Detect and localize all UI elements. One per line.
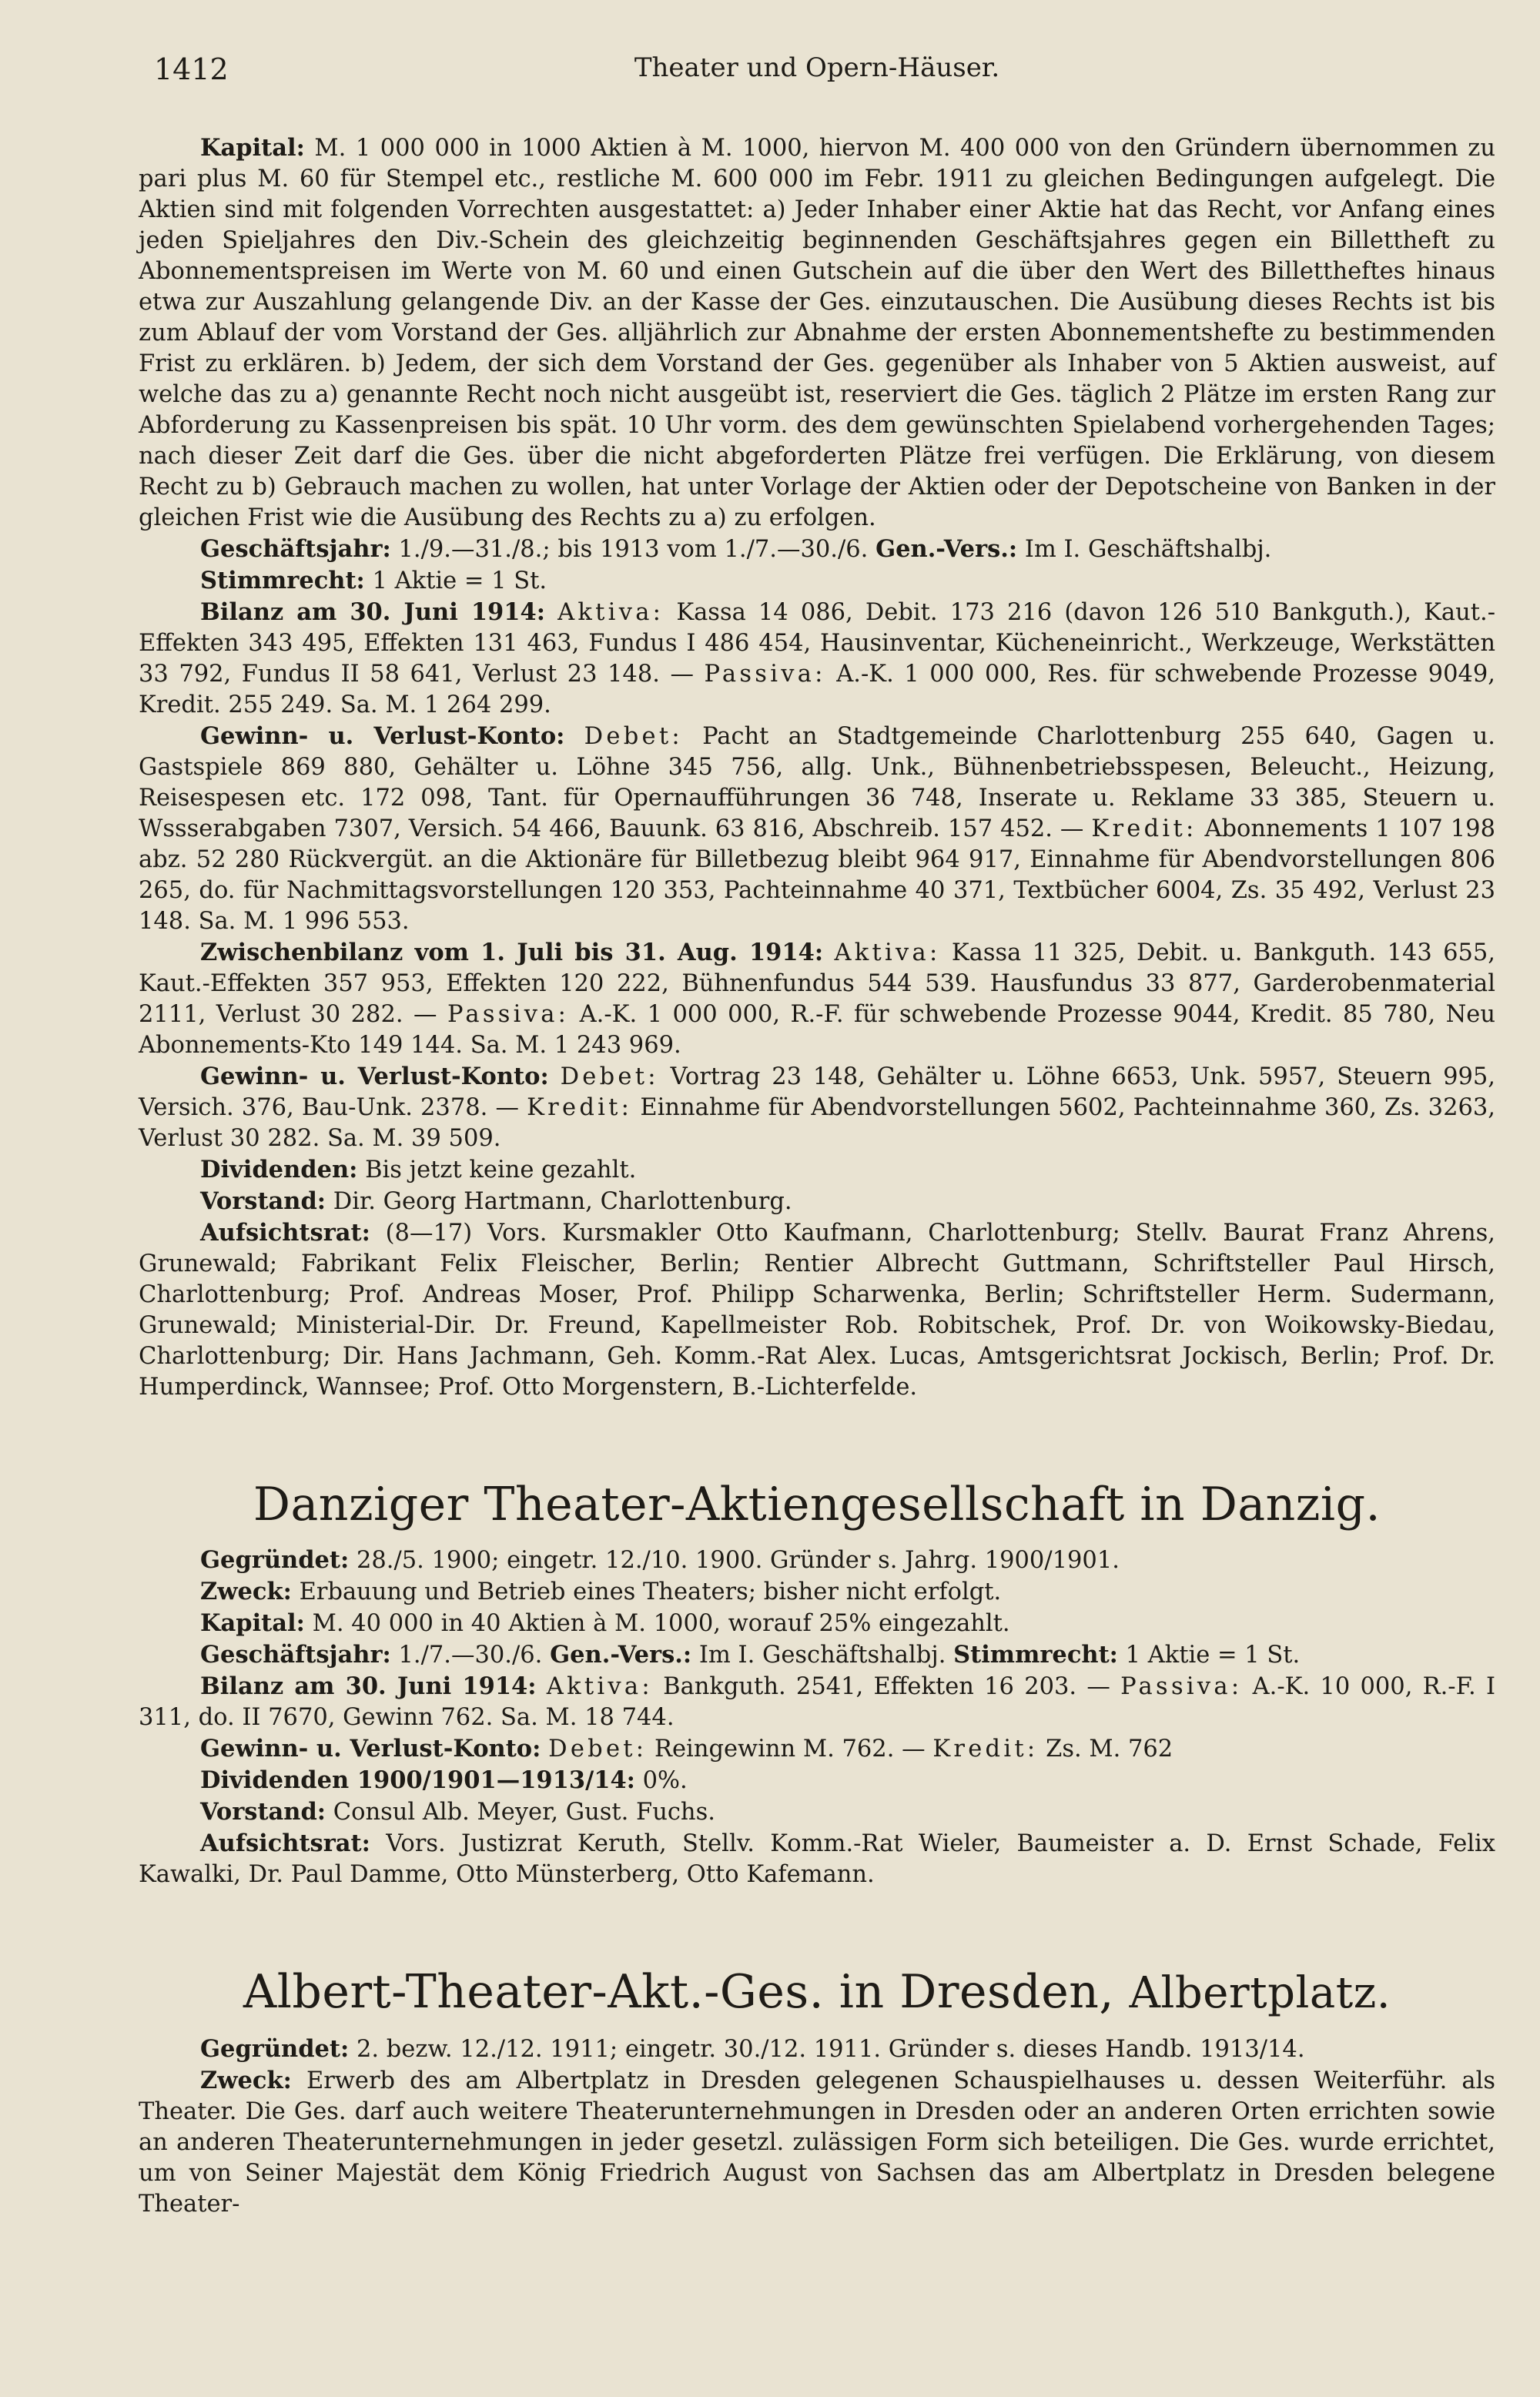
vorstand-paragraph [139, 1186, 1495, 1217]
stimmrecht-paragraph [139, 565, 1495, 597]
aufsichtsrat-paragraph [139, 1217, 1495, 1403]
guv2-debet-text: Vortrag 23 148, Gehälter u. Löhne 6653, Unk. 5957, Steuern 995, Versich. 376, Bau-Unk. 2378. — [139, 1063, 1495, 1121]
stimmrecht-label: Stimmrecht: [200, 567, 365, 594]
dresden-gegruendet [139, 2034, 1495, 2065]
kapital-paragraph [139, 132, 1495, 534]
debet-label: Debet: [584, 723, 683, 750]
kredit-label: Kredit: [1091, 815, 1197, 842]
gen-vers-text: Im I. Geschäftshalbj. [1024, 536, 1272, 563]
aufsichtsrat-label: Aufsichtsrat: [200, 1219, 370, 1247]
zb-aktiva-text: Kassa 11 325, Debit. u. Bankguth. 143 655, Kaut.-Effekten 357 953, Effekten 120 222, Bühnenfundus 544 539. Hausfundus 33 877, Garderobenmaterial 2111, Verlust 30 282. — [139, 939, 1495, 1028]
zb-aktiva-label: Aktiva: [834, 939, 941, 966]
danzig-debet-label: Debet: [548, 1736, 648, 1763]
aktiva-label: Aktiva: [557, 599, 665, 626]
guv-label: Gewinn- u. Verlust-Konto: [200, 722, 565, 750]
danzig-vorstand [139, 1796, 1495, 1828]
entry-danzig [139, 1545, 1495, 1890]
dresden-gegruendet-text: 2. bezw. 12./12. 1911; eingetr. 30./12. 1911. Gründer s. dieses Handb. 1913/14. [356, 2036, 1305, 2063]
company-title-dresden [139, 1964, 1495, 2021]
dresden-zweck-label: Zweck: [200, 2067, 292, 2094]
danzig-aufsichtsrat-label: Aufsichtsrat: [200, 1830, 370, 1857]
guv2-label: Gewinn- u. Verlust-Konto: [200, 1063, 549, 1090]
danzig-gj-text: 1./7.—30./6. [398, 1642, 543, 1669]
company-title-danzig: Danziger Theater-Aktiengesellschaft in Danzig. [253, 1478, 1381, 1532]
kapital-text: M. 1 000 000 in 1000 Aktien à M. 1000, hiervon M. 400 000 von den Gründern übernommen zu pari plus M. 60 für Stempel etc., restliche M. 600 000 im Febr. 1911 zu gleichen Bedingungen aufgelegt. Die Aktien sind mit folgenden Vorrechten ausgestattet: a) Jeder Inhaber einer Aktie hat das Recht, vor Anfang eines jeden Spieljahres den Div.-Schein des gleichzeitig beginnenden Geschäftsjahres gegen ein Billettheft zu Abonnementspreisen im Werte von M. 60 und einen Gutschein auf die über den Wert des Billettheftes hinaus etwa zur Auszahlung gelangende Div. an der Kasse der Ges. einzutauschen. Die Ausübung dieses Rechts ist bis zum Ablauf der vom Vorstand der Ges. alljährlich zur Abnahme der ersten Abonnementshefte zu bestimmenden Frist zu erklären. b) Jedem, der sich dem Vorstand der Ges. gegenüber als Inhaber von 5 Aktien ausweist, auf welche das zu a) genannte Recht noch nicht ausgeübt ist, reserviert die Ges. täglich 2 Plätze im ersten Rang zur Abforderung zu Kassenpreisen bis spät. 10 Uhr vorm. des dem gewünschten Spielabend vorhergehenden Tages; nach dieser Zeit darf die Ges. über die nicht abgeforderten Plätze frei verfügen. Die Erklärung, von diesem Recht zu b) Gebrauch machen zu wollen, hat unter Vorlage der Aktien oder der Depotscheine von Banken in der gleichen Frist wie die Ausübung des Rechts zu a) zu erfolgen. [139, 135, 1496, 531]
zb-passiva-text: A.-K. 1 000 000, R.-F. für schwebende Prozesse 9044, Kredit. 85 780, Neu Abonnements-Kto 149 144. Sa. M. 1 243 969. [139, 1001, 1495, 1059]
danzig-zweck [139, 1576, 1495, 1608]
vorstand-label: Vorstand: [200, 1187, 326, 1215]
passiva-text: A.-K. 1 000 000, Res. für schwebende Prozesse 9049, Kredit. 255 249. Sa. M. 1 264 299. [139, 661, 1495, 718]
geschaeftsjahr-paragraph [139, 534, 1495, 565]
bilanz-paragraph [139, 597, 1495, 721]
running-title: Theater und Opern-Häuser. [634, 52, 1000, 83]
zb-passiva-label: Passiva: [447, 1001, 570, 1028]
bilanz-label: Bilanz am 30. Juni 1914: [200, 598, 545, 626]
danzig-stimm-label: Stimmrecht: [953, 1641, 1118, 1669]
danzig-gen-text: Im I. Geschäftshalbj. [698, 1642, 946, 1669]
danzig-aufsichtsrat [139, 1828, 1495, 1890]
dresden-gegruendet-label: Gegründet: [200, 2035, 350, 2063]
gen-vers-label: Gen.-Vers.: [875, 535, 1018, 563]
danzig-guv-label: Gewinn- u. Verlust-Konto: [200, 1735, 541, 1763]
dresden-title-name: Albert-Theater-Akt.-Ges. in Dresden, [243, 1965, 1114, 2019]
danzig-passiva-text: A.-K. 10 000, R.-F. I 311, do. II 7670, Gewinn 762. Sa. M. 18 744. [139, 1673, 1496, 1731]
danzig-vorstand-text: Consul Alb. Meyer, Gust. Fuchs. [333, 1799, 715, 1826]
dresden-title-location: Albertplatz. [1129, 1968, 1391, 2018]
guv2-kredit-label: Kredit: [527, 1094, 633, 1121]
danzig-bilanz-label: Bilanz am 30. Juni 1914: [200, 1672, 537, 1700]
entry-dresden [139, 2034, 1495, 2220]
guv-paragraph [139, 721, 1495, 937]
danzig-kapital [139, 1608, 1495, 1639]
dresden-zweck-text: Erwerb des am Albertplatz in Dresden gelegenen Schauspielhauses u. dessen Weiterführ. als Theater. Die Ges. darf auch weitere Theaterunternehmungen in Dresden oder an anderen Orten errichten sowie an anderen Theaterunternehmungen in jeder gesetzl. zulässigen Form sich beteiligen. Die Ges. wurde errichtet, um von Seiner Majestät dem König Friedrich August von Sachsen das am Albertplatz in Dresden belegene Theater- [139, 2067, 1495, 2218]
danzig-vorstand-label: Vorstand: [200, 1798, 326, 1826]
danzig-bilanz [139, 1671, 1495, 1733]
danzig-kredit-text: Zs. M. 762 [1046, 1736, 1173, 1763]
geschaeftsjahr-text: 1./9.—31./8.; bis 1913 vom 1./7.—30./6. [398, 536, 869, 563]
danzig-kredit-label: Kredit: [932, 1736, 1039, 1763]
zwischenbilanz-paragraph [139, 937, 1495, 1061]
danzig-guv [139, 1733, 1495, 1765]
aktiva-text: Kassa 14 086, Debit. 173 216 (davon 126 510 Bankguth.), Kaut.-Effekten 343 495, Effekten 131 463, Fundus I 486 454, Hausinventar, Kücheneinricht., Werkzeuge, Werkstätten 33 792, Fundus II 58 641, Verlust 23 148. — [139, 599, 1496, 688]
page-number: 1412 [154, 52, 229, 86]
debet-text: Pacht an Stadtgemeinde Charlottenburg 255 640, Gagen u. Gastspiele 869 880, Gehälter u. Löhne 345 756, allg. Unk., Bühnenbetriebsspesen, Beleucht., Heizung, Reisespesen etc. 172 098, Tant. für Opernaufführungen 36 748, Inserate u. Reklame 33 385, Steuern u. Wssserabgaben 7307, Versich. 54 466, Bauunk. 63 816, Abschreib. 157 452. — [139, 723, 1495, 842]
dividenden-label: Dividenden: [200, 1156, 358, 1183]
dividenden-paragraph [139, 1154, 1495, 1186]
danzig-kapital-label: Kapital: [200, 1609, 305, 1637]
danzig-stimm-text: 1 Aktie = 1 St. [1125, 1642, 1301, 1669]
danzig-zweck-label: Zweck: [200, 1578, 292, 1605]
dresden-zweck [139, 2065, 1495, 2220]
danzig-aufsichtsrat-text: Vors. Justizrat Keruth, Stellv. Komm.-Rat Wieler, Baumeister a. D. Ernst Schade, Felix Kawalki, Dr. Paul Damme, Otto Münsterberg, Otto Kafemann. [139, 1830, 1495, 1888]
danzig-aktiva-label: Aktiva: [546, 1673, 653, 1700]
vorstand-text: Dir. Georg Hartmann, Charlottenburg. [333, 1188, 792, 1215]
kredit-text: Abonnements 1 107 198 abz. 52 280 Rückvergüt. an die Aktionäre für Billetbezug bleibt 964 917, Einnahme für Abendvorstellungen 806 265, do. für Nachmittagsvorstellungen 120 353, Pachteinnahme 40 371, Textbücher 6004, Zs. 35 492, Verlust 23 148. Sa. M. 1 996 553. [139, 815, 1495, 935]
guv2-debet-label: Debet: [560, 1063, 659, 1090]
danzig-gegruendet-text: 28./5. 1900; eingetr. 12./10. 1900. Gründer s. Jahrg. 1900/1901. [356, 1547, 1120, 1574]
running-head [139, 46, 1495, 92]
dividenden-text: Bis jetzt keine gezahlt. [365, 1157, 637, 1183]
danzig-zweck-text: Erbauung und Betrieb eines Theaters; bisher nicht erfolgt. [299, 1578, 1002, 1605]
guv2-paragraph [139, 1061, 1495, 1154]
danzig-dividenden [139, 1765, 1495, 1796]
kapital-label: Kapital: [200, 134, 305, 162]
aufsichtsrat-text: (8—17) Vors. Kursmakler Otto Kaufmann, Charlottenburg; Stellv. Baurat Franz Ahrens, Grunewald; Fabrikant Felix Fleischer, Berlin; Rentier Albrecht Guttmann, Schriftsteller Paul Hirsch, Charlottenburg; Prof. Andreas Moser, Prof. Philipp Scharwenka, Berlin; Schriftsteller Herm. Sudermann, Grunewald; Ministerial-Dir. Dr. Freund, Kapellmeister Rob. Robitschek, Prof. Dr. von Woikowsky-Biedau, Charlottenburg; Dir. Hans Jachmann, Geh. Komm.-Rat Alex. Lucas, Amtsgerichtsrat Jockisch, Berlin; Prof. Dr. Humperdinck, Wannsee; Prof. Otto Morgenstern, B.-Lichterfelde. [139, 1220, 1495, 1401]
danzig-gj-label: Geschäftsjahr: [200, 1641, 391, 1669]
zwischenbilanz-label: Zwischenbilanz vom 1. Juli bis 31. Aug. 1914: [200, 939, 824, 966]
danzig-debet-text: Reingewinn M. 762. — [654, 1736, 926, 1763]
danzig-kapital-text: M. 40 000 in 40 Aktien à M. 1000, worauf 25% eingezahlt. [312, 1610, 1010, 1637]
stimmrecht-text: 1 Aktie = 1 St. [372, 567, 547, 594]
danzig-gen-label: Gen.-Vers.: [550, 1641, 692, 1669]
danzig-gegruendet-label: Gegründet: [200, 1546, 350, 1574]
guv2-kredit-text: Einnahme für Abendvorstellungen 5602, Pachteinnahme 360, Zs. 3263, Verlust 30 282. Sa. M. 39 509. [139, 1094, 1495, 1152]
danzig-aktiva-text: Bankguth. 2541, Effekten 16 203. — [663, 1673, 1110, 1700]
entry-continued [139, 132, 1495, 1403]
geschaeftsjahr-label: Geschäftsjahr: [200, 535, 391, 563]
danzig-passiva-label: Passiva: [1120, 1673, 1243, 1700]
passiva-label: Passiva: [704, 661, 826, 688]
danzig-dividenden-text: 0%. [642, 1767, 688, 1794]
danzig-dividenden-label: Dividenden 1900/1901—1913/14: [200, 1766, 635, 1794]
danzig-gegruendet [139, 1545, 1495, 1576]
danzig-geschaeftsjahr [139, 1639, 1495, 1671]
